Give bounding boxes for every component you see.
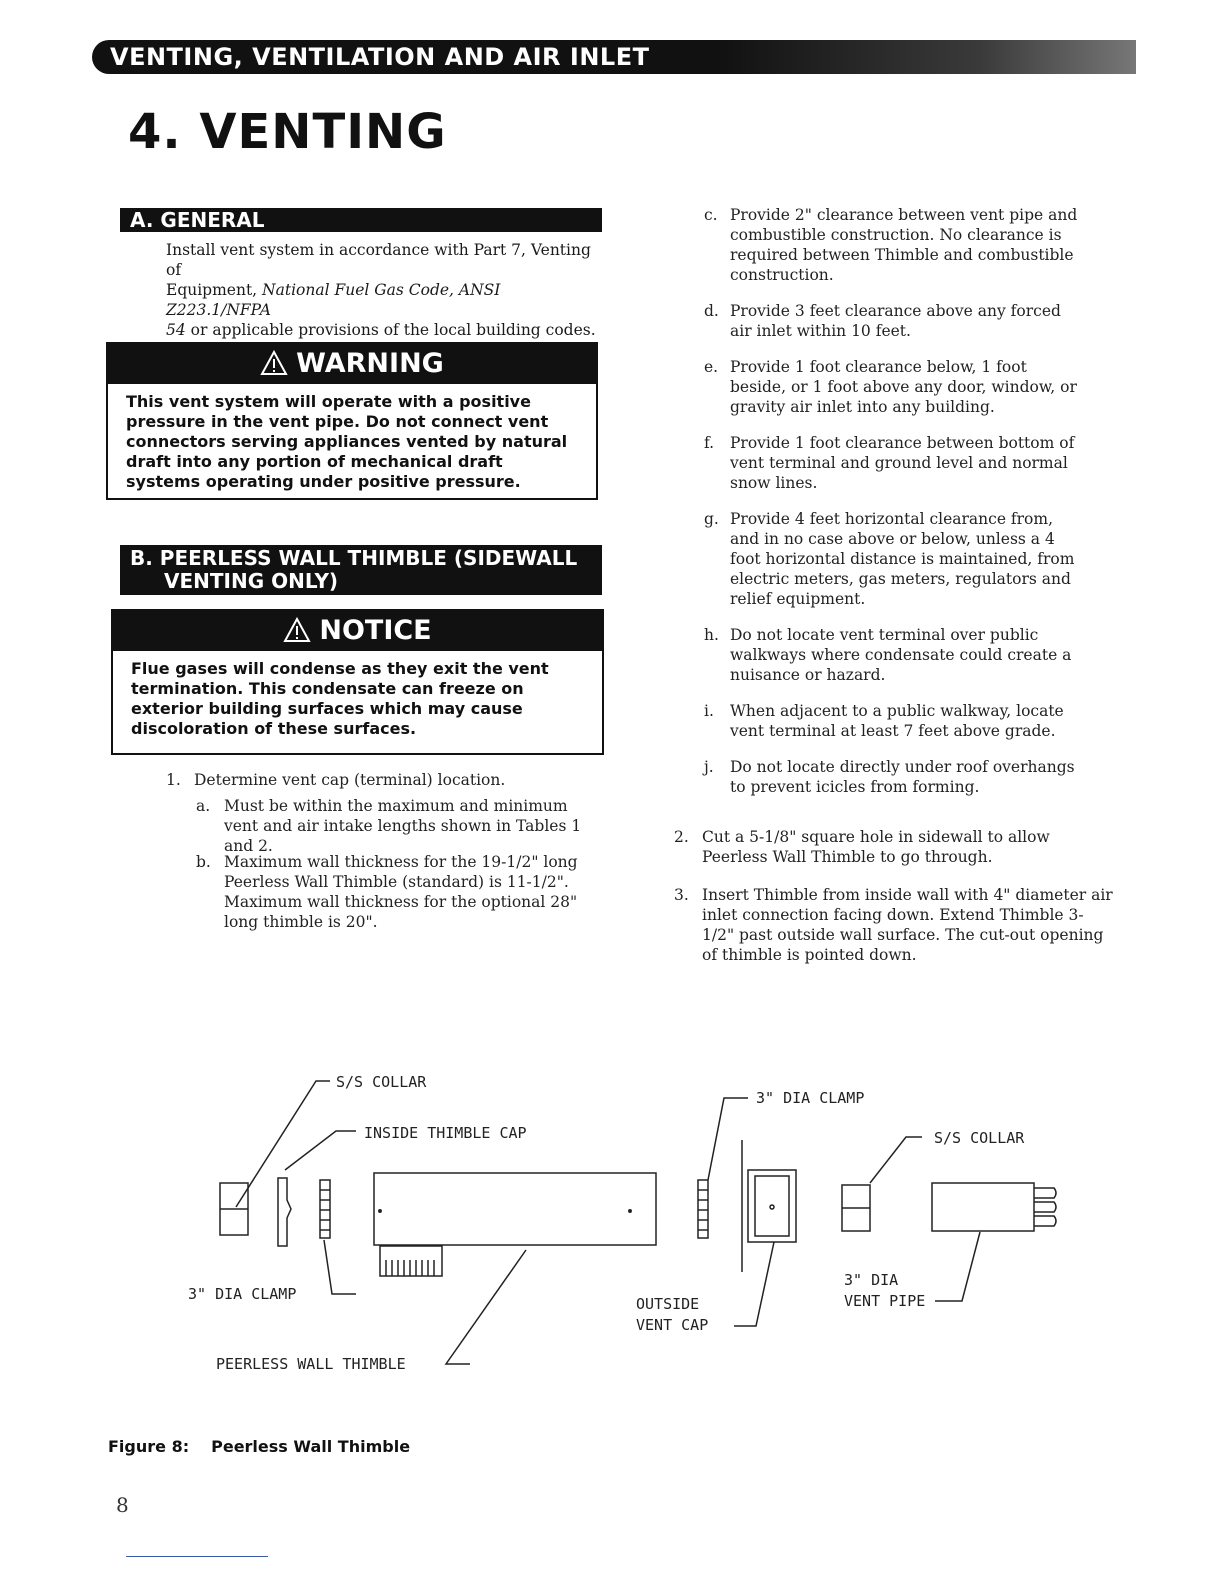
list-item: b. Maximum wall thickness for the 19-1/2" long Peerless Wall Thimble (standard) is 11-1/2". Maximum wall thickness for the optional 28" long thimble is 20". [196, 853, 578, 931]
label-peerless-wall-thimble: PEERLESS WALL THIMBLE [216, 1355, 406, 1373]
notice-text: Flue gases will condense as they exit the vent termination. This condensate can freeze on exterior building surfaces which may cause discoloration of these surfaces. [131, 659, 549, 738]
figure-caption: Figure 8: Peerless Wall Thimble [108, 1437, 411, 1456]
notice-header: NOTICE [113, 611, 602, 651]
label-ss-collar-left: S/S COLLAR [336, 1073, 427, 1091]
inside-thimble-cap-part [278, 1178, 291, 1246]
vent-pipe-part [932, 1183, 1034, 1231]
list-item: d. Provide 3 feet clearance above any forced air inlet within 10 feet. [704, 302, 1061, 340]
label-ss-collar-right: S/S COLLAR [934, 1129, 1025, 1147]
label-dia-clamp-left: 3" DIA CLAMP [188, 1285, 297, 1303]
peerless-wall-thimble-diagram [0, 1050, 1224, 1430]
list-item: i. When adjacent to a public walkway, locate vent terminal at least 7 feet above grade. [704, 702, 1064, 740]
section-banner [92, 40, 1136, 74]
footer-rule [126, 1556, 268, 1557]
list-item: e. Provide 1 foot clearance below, 1 foot beside, or 1 foot above any door, window, or gravity air inlet into any building. [704, 358, 1077, 416]
warning-text: This vent system will operate with a positive pressure in the vent pipe. Do not connect vent connectors serving appliances vented by natural draft into any portion of mechanical draft systems operating under positive pressure. [126, 392, 568, 491]
section-a-heading: A. GENERAL [120, 208, 602, 232]
warning-triangle-icon [260, 350, 288, 376]
notice-box [111, 609, 604, 755]
warning-header: WARNING [108, 344, 596, 384]
warning-triangle-icon [283, 617, 311, 643]
section-b-heading: B. PEERLESS WALL THIMBLE (SIDEWALL VENTING ONLY) [120, 545, 602, 595]
list-item: a. Must be within the maximum and minimum vent and air intake lengths shown in Tables 1 and 2. [196, 797, 582, 855]
banner-title: VENTING, VENTILATION AND AIR INLET [110, 43, 650, 71]
list-item: g. Provide 4 feet horizontal clearance from, and in no case above or below, unless a 4 foot horizontal distance is maintained, from electric meters, gas meters, regulators and relief equipment. [704, 510, 1075, 608]
list-item: 2. Cut a 5-1/8" square hole in sidewall to allow Peerless Wall Thimble to go through. [674, 828, 1050, 866]
label-dia-clamp-right: 3" DIA CLAMP [756, 1089, 865, 1107]
list-item: c. Provide 2" clearance between vent pipe and combustible construction. No clearance is required between Thimble and combustible construction. [704, 206, 1078, 284]
label-outside-vent-cap: OUTSIDE [636, 1295, 700, 1313]
list-item: f. Provide 1 foot clearance between bottom of vent terminal and ground level and normal snow lines. [704, 434, 1075, 492]
warning-box [106, 342, 598, 500]
page-title: 4. VENTING [128, 104, 447, 160]
list-item: j. Do not locate directly under roof overhangs to prevent icicles from forming. [704, 758, 1075, 796]
list-item: 3. Insert Thimble from inside wall with 4" diameter air inlet connection facing down. Extend Thimble 3-1/2" past outside wall surface. The cut-out opening of thimble is pointed down. [674, 886, 1113, 964]
label-vent-pipe: 3" DIA [844, 1271, 899, 1289]
label-inside-thimble-cap: INSIDE THIMBLE CAP [364, 1124, 527, 1142]
list-item: 1. Determine vent cap (terminal) location. [166, 771, 506, 789]
section-a-paragraph: Install vent system in accordance with Part 7, Venting of Equipment, National Fuel Gas Code, ANSI Z223.1/NFPA 54 or applicable provisions of the local building codes. [166, 241, 596, 339]
list-item: h. Do not locate vent terminal over public walkways where condensate could create a nuisance or hazard. [704, 626, 1072, 684]
peerless-wall-thimble-part [374, 1173, 656, 1245]
label-outside-vent-cap: VENT CAP [636, 1316, 709, 1334]
label-vent-pipe: VENT PIPE [844, 1292, 926, 1310]
page-number: 8 [116, 1493, 129, 1517]
